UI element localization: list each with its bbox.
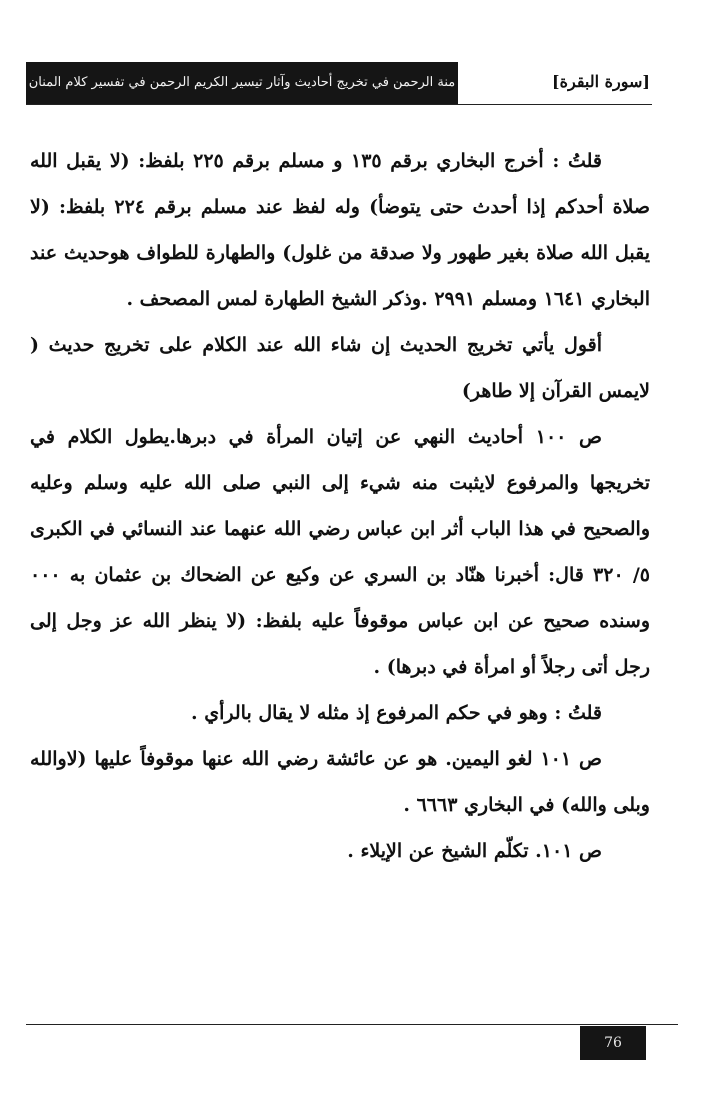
paragraph-4: قلتُ : وهو في حكم المرفوع إذ مثله لا يقال بالرأي . xyxy=(191,702,602,724)
paragraph-1: قلتُ : أخرج البخاري برقم ١٣٥ و مسلم برقم ٢٢٥ بلفظ: (لا يقبل الله صلاة أحدكم إذا أحدث حتى يتوضأ) وله لفظ عند مسلم برقم ٢٢٤ بلفظ: (لا يقبل الله صلاة بغير طهور ولا صدقة من غلول) والطهارة للطواف هوحديث عند البخاري ١٦٤١ ومسلم ٢٩٩١ .وذكر الشيخ الطهارة لمس المصحف . xyxy=(30,150,650,310)
footer-rule xyxy=(26,1024,678,1025)
paragraph-2: أقول يأتي تخريج الحديث إن شاء الله عند الكلام على تخريج حديث ( لايمس القرآن إلا طاهر) xyxy=(30,334,650,402)
paragraph-6: ص ١٠١. تكلّم الشيخ عن الإيلاء . xyxy=(347,840,602,862)
surah-name: [سورة البقرة] xyxy=(552,72,650,91)
header-rule xyxy=(26,104,652,105)
page-number: 76 xyxy=(580,1026,646,1060)
paragraph-5: ص ١٠١ لغو اليمين. هو عن عائشة رضي الله عنها موقوفاً عليها (لاوالله وبلى والله) في البخاري ٦٦٦٣ . xyxy=(30,748,650,816)
paragraph-3: ص ١٠٠ أحاديث النهي عن إتيان المرأة في دبرها.يطول الكلام في تخريجها والمرفوع لايثبت منه شيء إلى النبي صلى الله عليه وسلم وعليه والصحيح في هذا الباب أثر ابن عباس رضي الله عنهما عند النسائي في الكبرى ٥/ ٣٢٠ قال: أخبرنا هنّاد بن السري عن وكيع عن الضحاك بن عثمان به ٠٠٠ وسنده صحيح عن ابن عباس موقوفاً عليه بلفظ: (لا ينظر الله عز وجل إلى رجل أتى رجلاً أو امرأة في دبرها) . xyxy=(30,426,650,678)
running-header-title: منة الرحمن في تخريج أحاديث وآثار تيسير الكريم الرحمن في تفسير كلام المنان xyxy=(26,62,458,104)
page-body xyxy=(30,138,650,874)
